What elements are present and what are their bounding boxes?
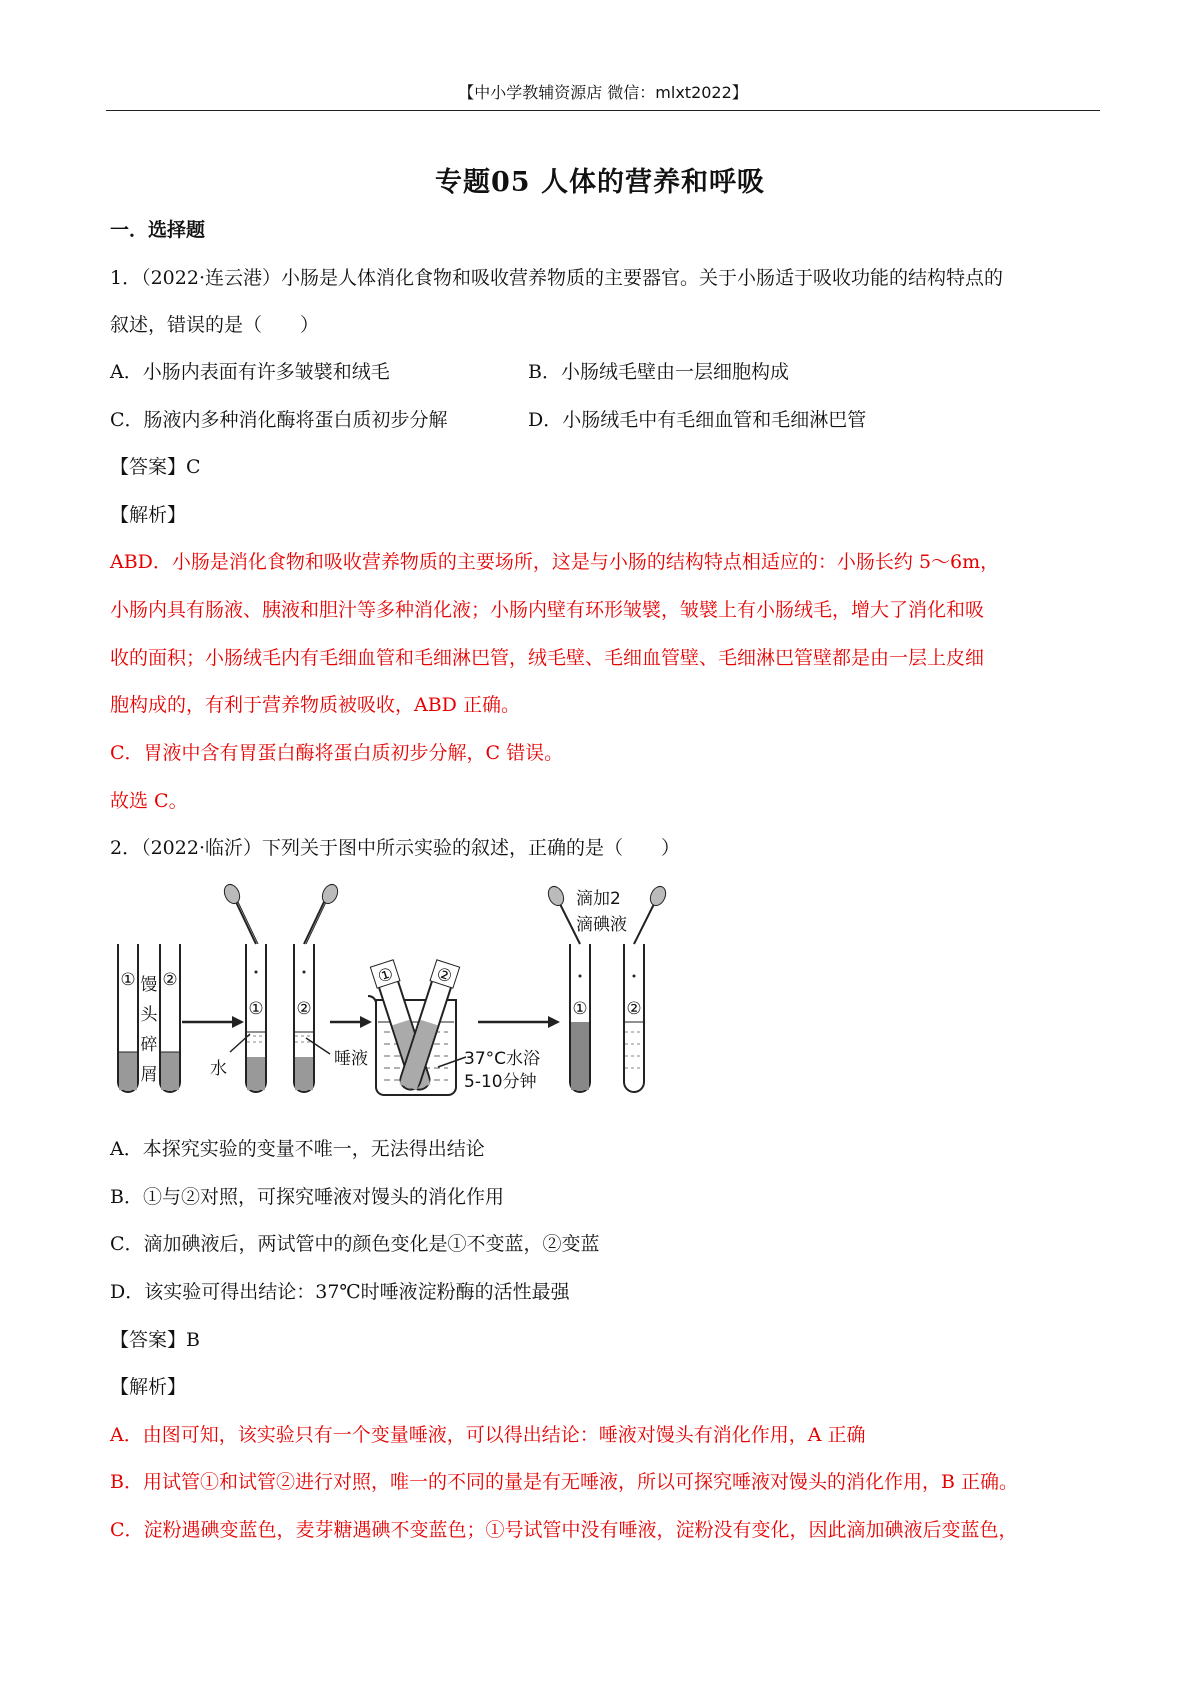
q2-analysis-line: B．用试管①和试管②进行对照，唯一的不同的量是有无唾液，所以可探究唾液对馒头的消化作用，B 正确。 bbox=[110, 1471, 1018, 1493]
page-title: 专题05 人体的营养和呼吸 bbox=[435, 167, 765, 198]
iodine-label-line1: 滴加2 bbox=[576, 889, 621, 909]
q1-analysis-line: ABD．小肠是消化食物和吸收营养物质的主要场所，这是与小肠的结构特点相适应的：小肠长约 5～6m， bbox=[110, 551, 1000, 573]
q2-analysis-label: 【解析】 bbox=[110, 1376, 187, 1398]
q1-option-c: C．肠液内多种消化酶将蛋白质初步分解 bbox=[110, 409, 448, 431]
tube2-label: ② bbox=[296, 999, 312, 1019]
q1-analysis-line: 故选 C。 bbox=[110, 790, 188, 812]
q1-analysis-line: 小肠内具有肠液、胰液和胆汁等多种消化液；小肠内壁有环形皱襞，皱襞上有小肠绒毛，增大了消化和吸 bbox=[110, 599, 985, 621]
q2-analysis-line: A．由图可知，该实验只有一个变量唾液，可以得出结论：唾液对馒头有消化作用，A 正确 bbox=[110, 1424, 866, 1446]
iodine-label-line2: 滴碘液 bbox=[576, 915, 627, 935]
q1-option-b: B．小肠绒毛壁由一层细胞构成 bbox=[528, 361, 789, 383]
q2-stem: 2．（2022·临沂）下列关于图中所示实验的叙述，正确的是（ ） bbox=[110, 837, 680, 859]
q2-option-a: A．本探究实验的变量不唯一，无法得出结论 bbox=[110, 1138, 485, 1160]
q2-answer: 【答案】B bbox=[110, 1329, 200, 1351]
q1-answer: 【答案】C bbox=[110, 456, 201, 478]
tube1-label: ① bbox=[375, 964, 397, 988]
mantou-char: 碎 bbox=[140, 1035, 158, 1055]
experiment-figure bbox=[108, 882, 728, 1107]
tube2-label: ② bbox=[433, 964, 455, 988]
test-tube-1-water bbox=[221, 882, 266, 1092]
q1-analysis-line: 收的面积；小肠绒毛内有毛细血管和毛细淋巴管，绒毛壁、毛细血管壁、毛细淋巴管壁都是由一层上皮细 bbox=[110, 647, 985, 669]
q1-option-a: A．小肠内表面有许多皱襞和绒毛 bbox=[110, 361, 390, 383]
q1-analysis-line: 胞构成的，有利于营养物质被吸收，ABD 正确。 bbox=[110, 694, 520, 716]
tube2-label: ② bbox=[626, 999, 642, 1019]
experiment-diagram bbox=[108, 882, 728, 1107]
bath-label-line2: 5-10分钟 bbox=[464, 1072, 537, 1092]
mantou-char: 屑 bbox=[140, 1065, 158, 1085]
q2-option-c: C．滴加碘液后，两试管中的颜色变化是①不变蓝，②变蓝 bbox=[110, 1233, 600, 1255]
q1-option-d: D．小肠绒毛中有毛细血管和毛细淋巴管 bbox=[528, 409, 867, 431]
test-tube-1-initial bbox=[118, 944, 138, 1092]
q1-analysis-label: 【解析】 bbox=[110, 504, 187, 526]
q2-option-d: D．该实验可得出结论：37℃时唾液淀粉酶的活性最强 bbox=[110, 1281, 570, 1303]
tube2-label: ② bbox=[162, 970, 178, 990]
mantou-char: 头 bbox=[140, 1005, 158, 1025]
q2-analysis-line: C．淀粉遇碘变蓝色，麦芽糖遇碘不变蓝色；①号试管中没有唾液，淀粉没有变化，因此滴加碘液后变蓝色， bbox=[110, 1519, 1018, 1541]
test-tube-2-initial bbox=[160, 944, 180, 1092]
header-divider bbox=[106, 110, 1100, 111]
page-header: 【中小学教辅资源店 微信：mlxt2022】 bbox=[458, 83, 748, 102]
mantou-char: 馒 bbox=[140, 975, 158, 995]
water-bath-beaker bbox=[368, 960, 460, 1095]
q2-option-b: B．①与②对照，可探究唾液对馒头的消化作用 bbox=[110, 1186, 504, 1208]
tube1-label: ① bbox=[248, 999, 264, 1019]
q1-analysis-line: C．胃液中含有胃蛋白酶将蛋白质初步分解，C 错误。 bbox=[110, 742, 564, 764]
tube1-label: ① bbox=[120, 970, 136, 990]
q1-stem-line2: 叙述，错误的是（ ） bbox=[110, 314, 320, 336]
bath-label-line1: 37°C水浴 bbox=[464, 1049, 541, 1069]
test-tube-2-final bbox=[624, 884, 669, 1092]
saliva-label: 唾液 bbox=[334, 1049, 368, 1069]
water-label: 水 bbox=[210, 1059, 227, 1079]
q1-stem-line1: 1．（2022·连云港）小肠是人体消化食物和吸收营养物质的主要器官。关于小肠适于吸收功能的结构特点的 bbox=[110, 267, 1003, 289]
section-heading: 一．选择题 bbox=[110, 219, 206, 241]
tube1-label: ① bbox=[572, 999, 588, 1019]
